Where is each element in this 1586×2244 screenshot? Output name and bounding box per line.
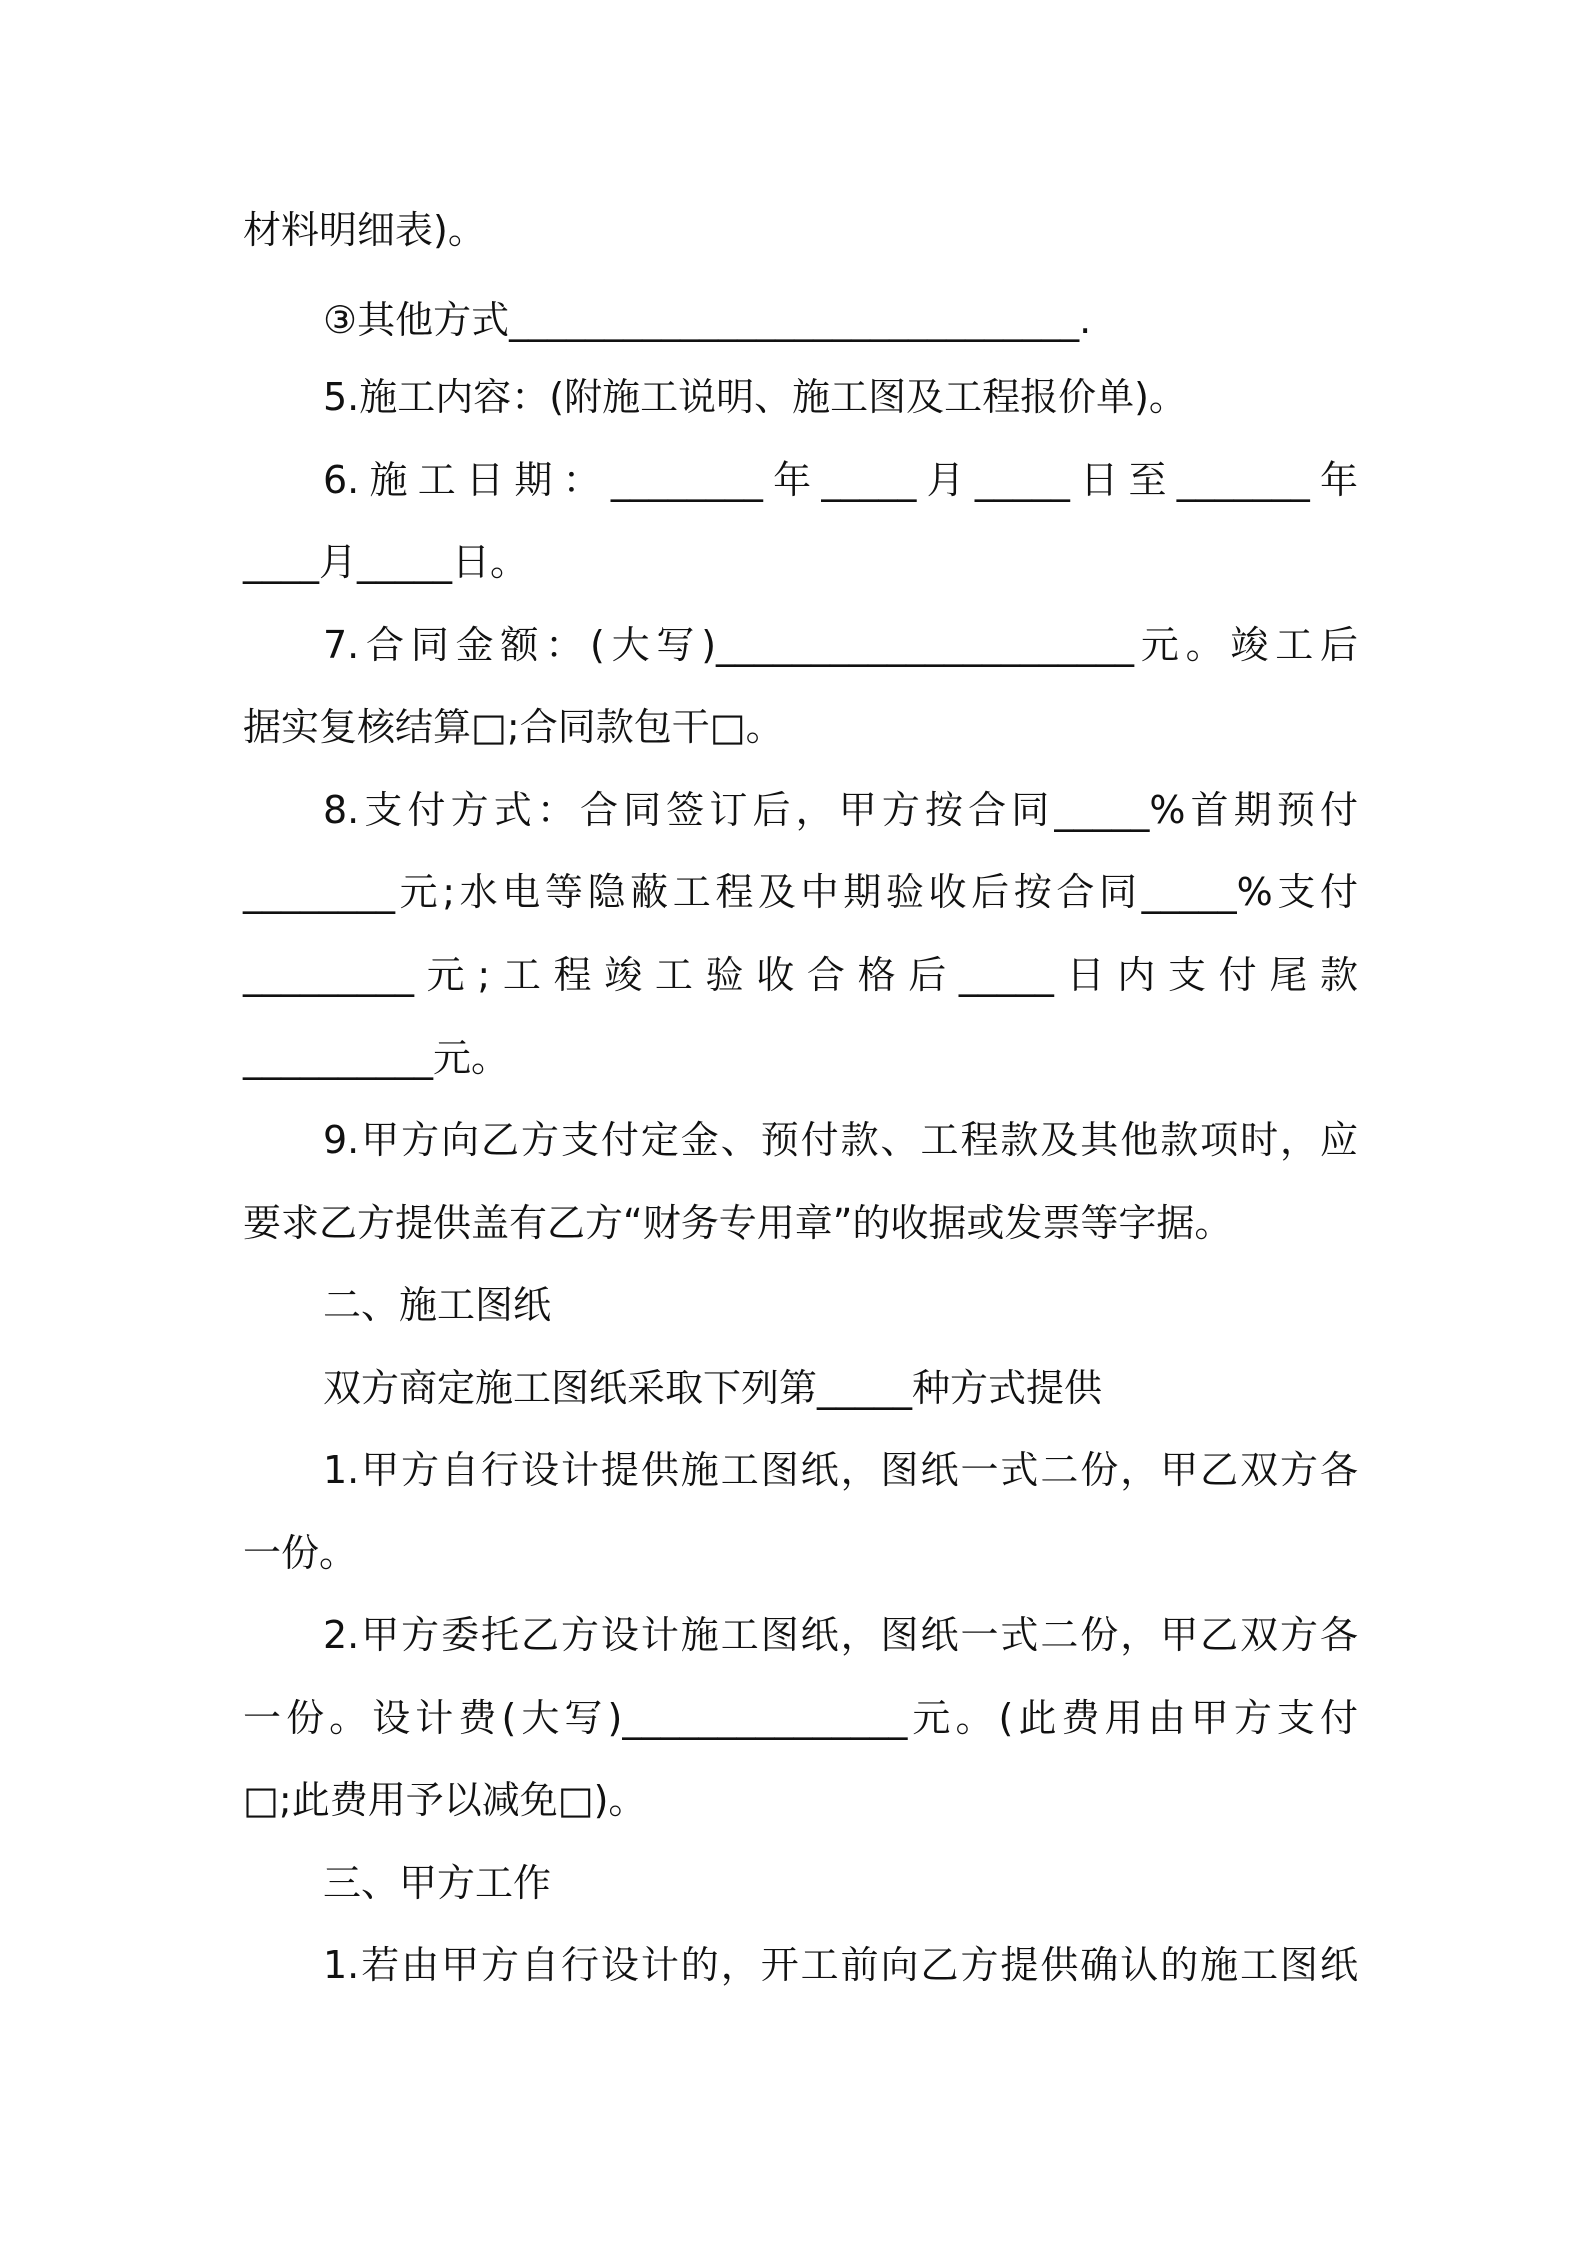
- text-line-18: 2.甲方委托乙方设计施工图纸，图纸一式二份，甲乙双方各: [323, 1613, 1358, 1657]
- section-heading-party-a: 三、甲方工作: [323, 1861, 552, 1905]
- text-line-8: 8.支付方式：合同签订后，甲方按合同_____%首期预付: [323, 788, 1358, 832]
- text-line-15: 双方商定施工图纸采取下列第_____种方式提供: [323, 1366, 1103, 1410]
- text-line-10: _________元;工程竣工验收合格后_____日内支付尾款: [243, 953, 1358, 997]
- text-line-1: 材料明细表)。: [243, 208, 486, 252]
- text-line-13: 要求乙方提供盖有乙方“财务专用章”的收据或发票等字据。: [243, 1201, 1233, 1245]
- text-line-4: 6.施工日期：________年_____月_____日至_______年: [323, 458, 1358, 502]
- section-heading-drawings: 二、施工图纸: [323, 1283, 552, 1327]
- text-line-20: □;此费用予以减免□)。: [243, 1778, 647, 1822]
- text-line-16: 1.甲方自行设计提供施工图纸，图纸一式二份，甲乙双方各: [323, 1448, 1358, 1492]
- text-line-5: ____月_____日。: [243, 540, 529, 584]
- text-line-6: 7.合同金额：(大写)______________________元。竣工后: [323, 623, 1358, 667]
- text-line-22: 1.若由甲方自行设计的，开工前向乙方提供确认的施工图纸: [323, 1943, 1358, 1987]
- text-line-12: 9.甲方向乙方支付定金、预付款、工程款及其他款项时，应: [323, 1118, 1358, 1162]
- text-line-19: 一份。设计费(大写)_______________元。(此费用由甲方支付: [243, 1696, 1358, 1740]
- text-line-9: ________元;水电等隐蔽工程及中期验收后按合同_____%支付: [243, 870, 1358, 914]
- text-line-11: __________元。: [243, 1036, 510, 1080]
- text-line-2: ③其他方式______________________________.: [323, 298, 1092, 342]
- text-line-7: 据实复核结算□;合同款包干□。: [243, 705, 784, 749]
- text-line-3: 5.施工内容：(附施工说明、施工图及工程报价单)。: [323, 375, 1187, 419]
- text-line-17: 一份。: [243, 1531, 358, 1575]
